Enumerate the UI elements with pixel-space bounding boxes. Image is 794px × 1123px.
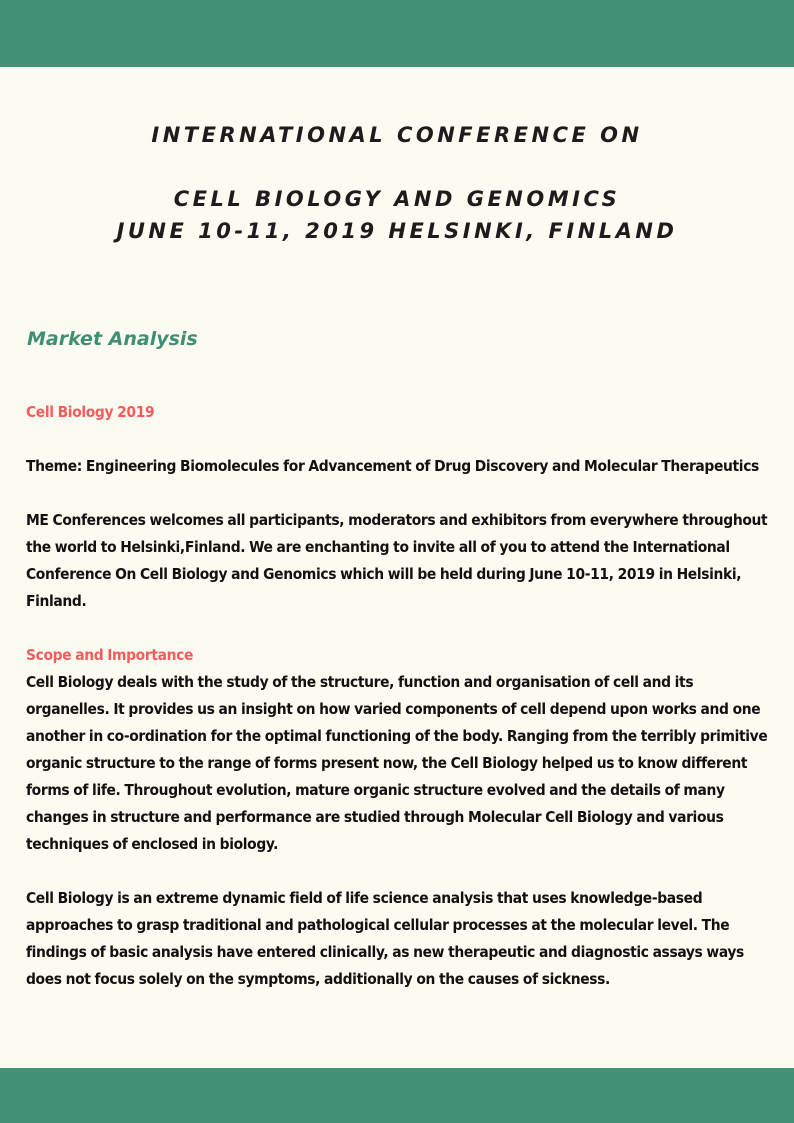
conference-title-line-1: INTERNATIONAL CONFERENCE ON	[151, 123, 643, 147]
market-analysis-heading: Market Analysis	[27, 328, 198, 350]
conference-name: Cell Biology 2019	[26, 403, 155, 421]
scope-paragraph: Cell Biology deals with the study of the structure, function and organisation of cell and its organelles. It provides us an insight on how varied components of cell depend upon works and one another in co-ordination for the optimal functioning of the body. Ranging from the terribly primitive organic structure to the range of forms present now, the Cell Biology helped us to know different forms of life. Throughout evolution, mature organic structure evolved and the details of many changes in structure and performance are studied through Molecular Cell Biology and various techniques of enclosed in biology.	[26, 673, 768, 853]
spacer	[26, 480, 768, 507]
theme-paragraph: Theme: Engineering Biomolecules for Advancement of Drug Discovery and Molecular Therapeutics	[26, 457, 759, 475]
document-body	[26, 399, 768, 993]
conference-date-location: JUNE 10-11, 2019 HELSINKI, FINLAND	[116, 219, 678, 243]
bottom-band	[0, 1068, 794, 1123]
conference-title-line-2: CELL BIOLOGY AND GENOMICS	[173, 187, 621, 211]
top-band	[0, 0, 794, 67]
dynamic-field-paragraph: Cell Biology is an extreme dynamic field of life science analysis that uses knowledge-based approaches to grasp traditional and pathological cellular processes at the molecular level. The findings of basic analysis have entered clinically, as new therapeutic and diagnostic assays ways does not focus solely on the symptoms, additionally on the causes of sickness.	[26, 889, 744, 988]
spacer	[26, 615, 768, 642]
spacer	[26, 858, 768, 885]
spacer	[26, 426, 768, 453]
welcome-paragraph: ME Conferences welcomes all participants, moderators and exhibitors from everywhere throughout the world to Helsinki,Finland. We are enchanting to invite all of you to attend the International Conference On Cell Biology and Genomics which will be held during June 10-11, 2019 in Helsinki, Finland.	[26, 511, 768, 610]
scope-heading: Scope and Importance	[26, 646, 194, 664]
